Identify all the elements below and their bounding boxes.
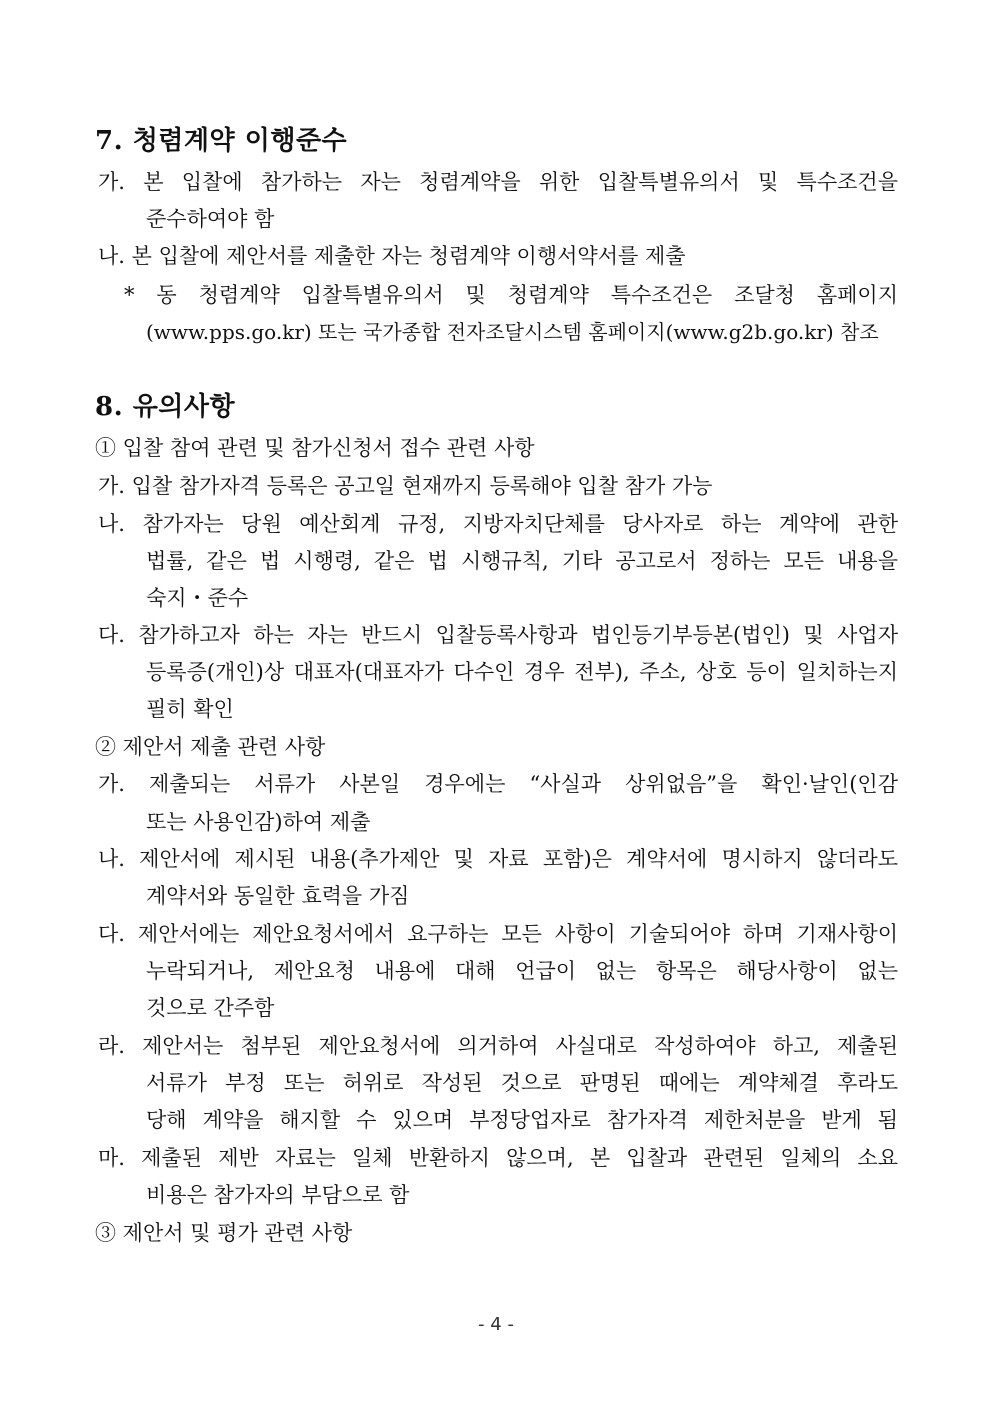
section-7-item-na: 나. 본 입찰에 제안서를 제출한 자는 청렴계약 이행서약서를 제출 (98, 244, 686, 268)
section-7-note: * 동 청렴계약 입찰특별유의서 및 청렴계약 특수조건은 조달청 홈페이지 (124, 283, 898, 307)
section-7-item-ga-cont: 준수하여야 함 (146, 207, 275, 231)
subsection-2-item-da: 다. 제안서에는 제안요청서에서 요구하는 모든 사항이 기술되어야 하며 기재사항이 (98, 922, 898, 946)
subsection-2-item-ra: 라. 제안서는 첨부된 제안요청서에 의거하여 사실대로 작성하여야 하고, 제출된 (98, 1034, 898, 1058)
subsection-2-item-na-cont: 계약서와 동일한 효력을 가짐 (146, 884, 410, 908)
subsection-2-item-ma: 마. 제출된 제반 자료는 일체 반환하지 않으며, 본 입찰과 관련된 일체의 소요 (98, 1146, 898, 1170)
subsection-1-item-na: 나. 참가자는 당원 예산회계 규정, 지방자치단체를 당사자로 하는 계약에 관한 (98, 512, 898, 536)
section-8-heading: 8. 유의사항 (95, 392, 236, 422)
subsection-1-title: ① 입찰 참여 관련 및 참가신청서 접수 관련 사항 (95, 436, 535, 460)
subsection-2-title: ② 제안서 제출 관련 사항 (95, 735, 326, 759)
subsection-1-item-da-cont: 등록증(개인)상 대표자(대표자가 다수인 경우 전부), 주소, 상호 등이 일치하는지 (146, 660, 898, 684)
subsection-1-item-da: 다. 참가하고자 하는 자는 반드시 입찰등록사항과 법인등기부등본(법인) 및 사업자 (98, 623, 898, 647)
subsection-2-item-na: 나. 제안서에 제시된 내용(추가제안 및 자료 포함)은 계약서에 명시하지 않더라도 (98, 847, 898, 871)
subsection-1-item-da-cont2: 필히 확인 (146, 697, 234, 721)
subsection-2-item-ma-cont: 비용은 참가자의 부담으로 함 (146, 1183, 410, 1207)
subsection-3-title: ③ 제안서 및 평가 관련 사항 (95, 1221, 353, 1245)
subsection-1-item-ga: 가. 입찰 참가자격 등록은 공고일 현재까지 등록해야 입찰 참가 가능 (98, 474, 713, 498)
section-7-note-cont: (www.pps.go.kr) 또는 국가종합 전자조달시스템 홈페이지(www.g2b.go.kr) 참조 (146, 320, 879, 344)
page-number: - 4 - (478, 1314, 514, 1335)
subsection-1-item-na-cont2: 숙지・준수 (146, 586, 249, 610)
section-7-item-ga: 가. 본 입찰에 참가하는 자는 청렴계약을 위한 입찰특별유의서 및 특수조건을 (98, 170, 898, 194)
subsection-2-item-da-cont: 누락되거나, 제안요청 내용에 대해 언급이 없는 항목은 해당사항이 없는 (146, 959, 898, 983)
subsection-2-item-ga-cont: 또는 사용인감)하여 제출 (146, 810, 371, 834)
section-7-heading: 7. 청렴계약 이행준수 (95, 126, 348, 156)
subsection-1-item-na-cont: 법률, 같은 법 시행령, 같은 법 시행규칙, 기타 공고로서 정하는 모든 내용을 (146, 549, 898, 573)
subsection-2-item-ra-cont: 서류가 부정 또는 허위로 작성된 것으로 판명된 때에는 계약체결 후라도 (146, 1071, 898, 1095)
subsection-2-item-ga: 가. 제출되는 서류가 사본일 경우에는 “사실과 상위없음”을 확인·날인(인감 (98, 772, 898, 796)
subsection-2-item-da-cont2: 것으로 간주함 (146, 996, 275, 1020)
subsection-2-item-ra-cont2: 당해 계약을 해지할 수 있으며 부정당업자로 참가자격 제한처분을 받게 됨 (146, 1108, 898, 1132)
